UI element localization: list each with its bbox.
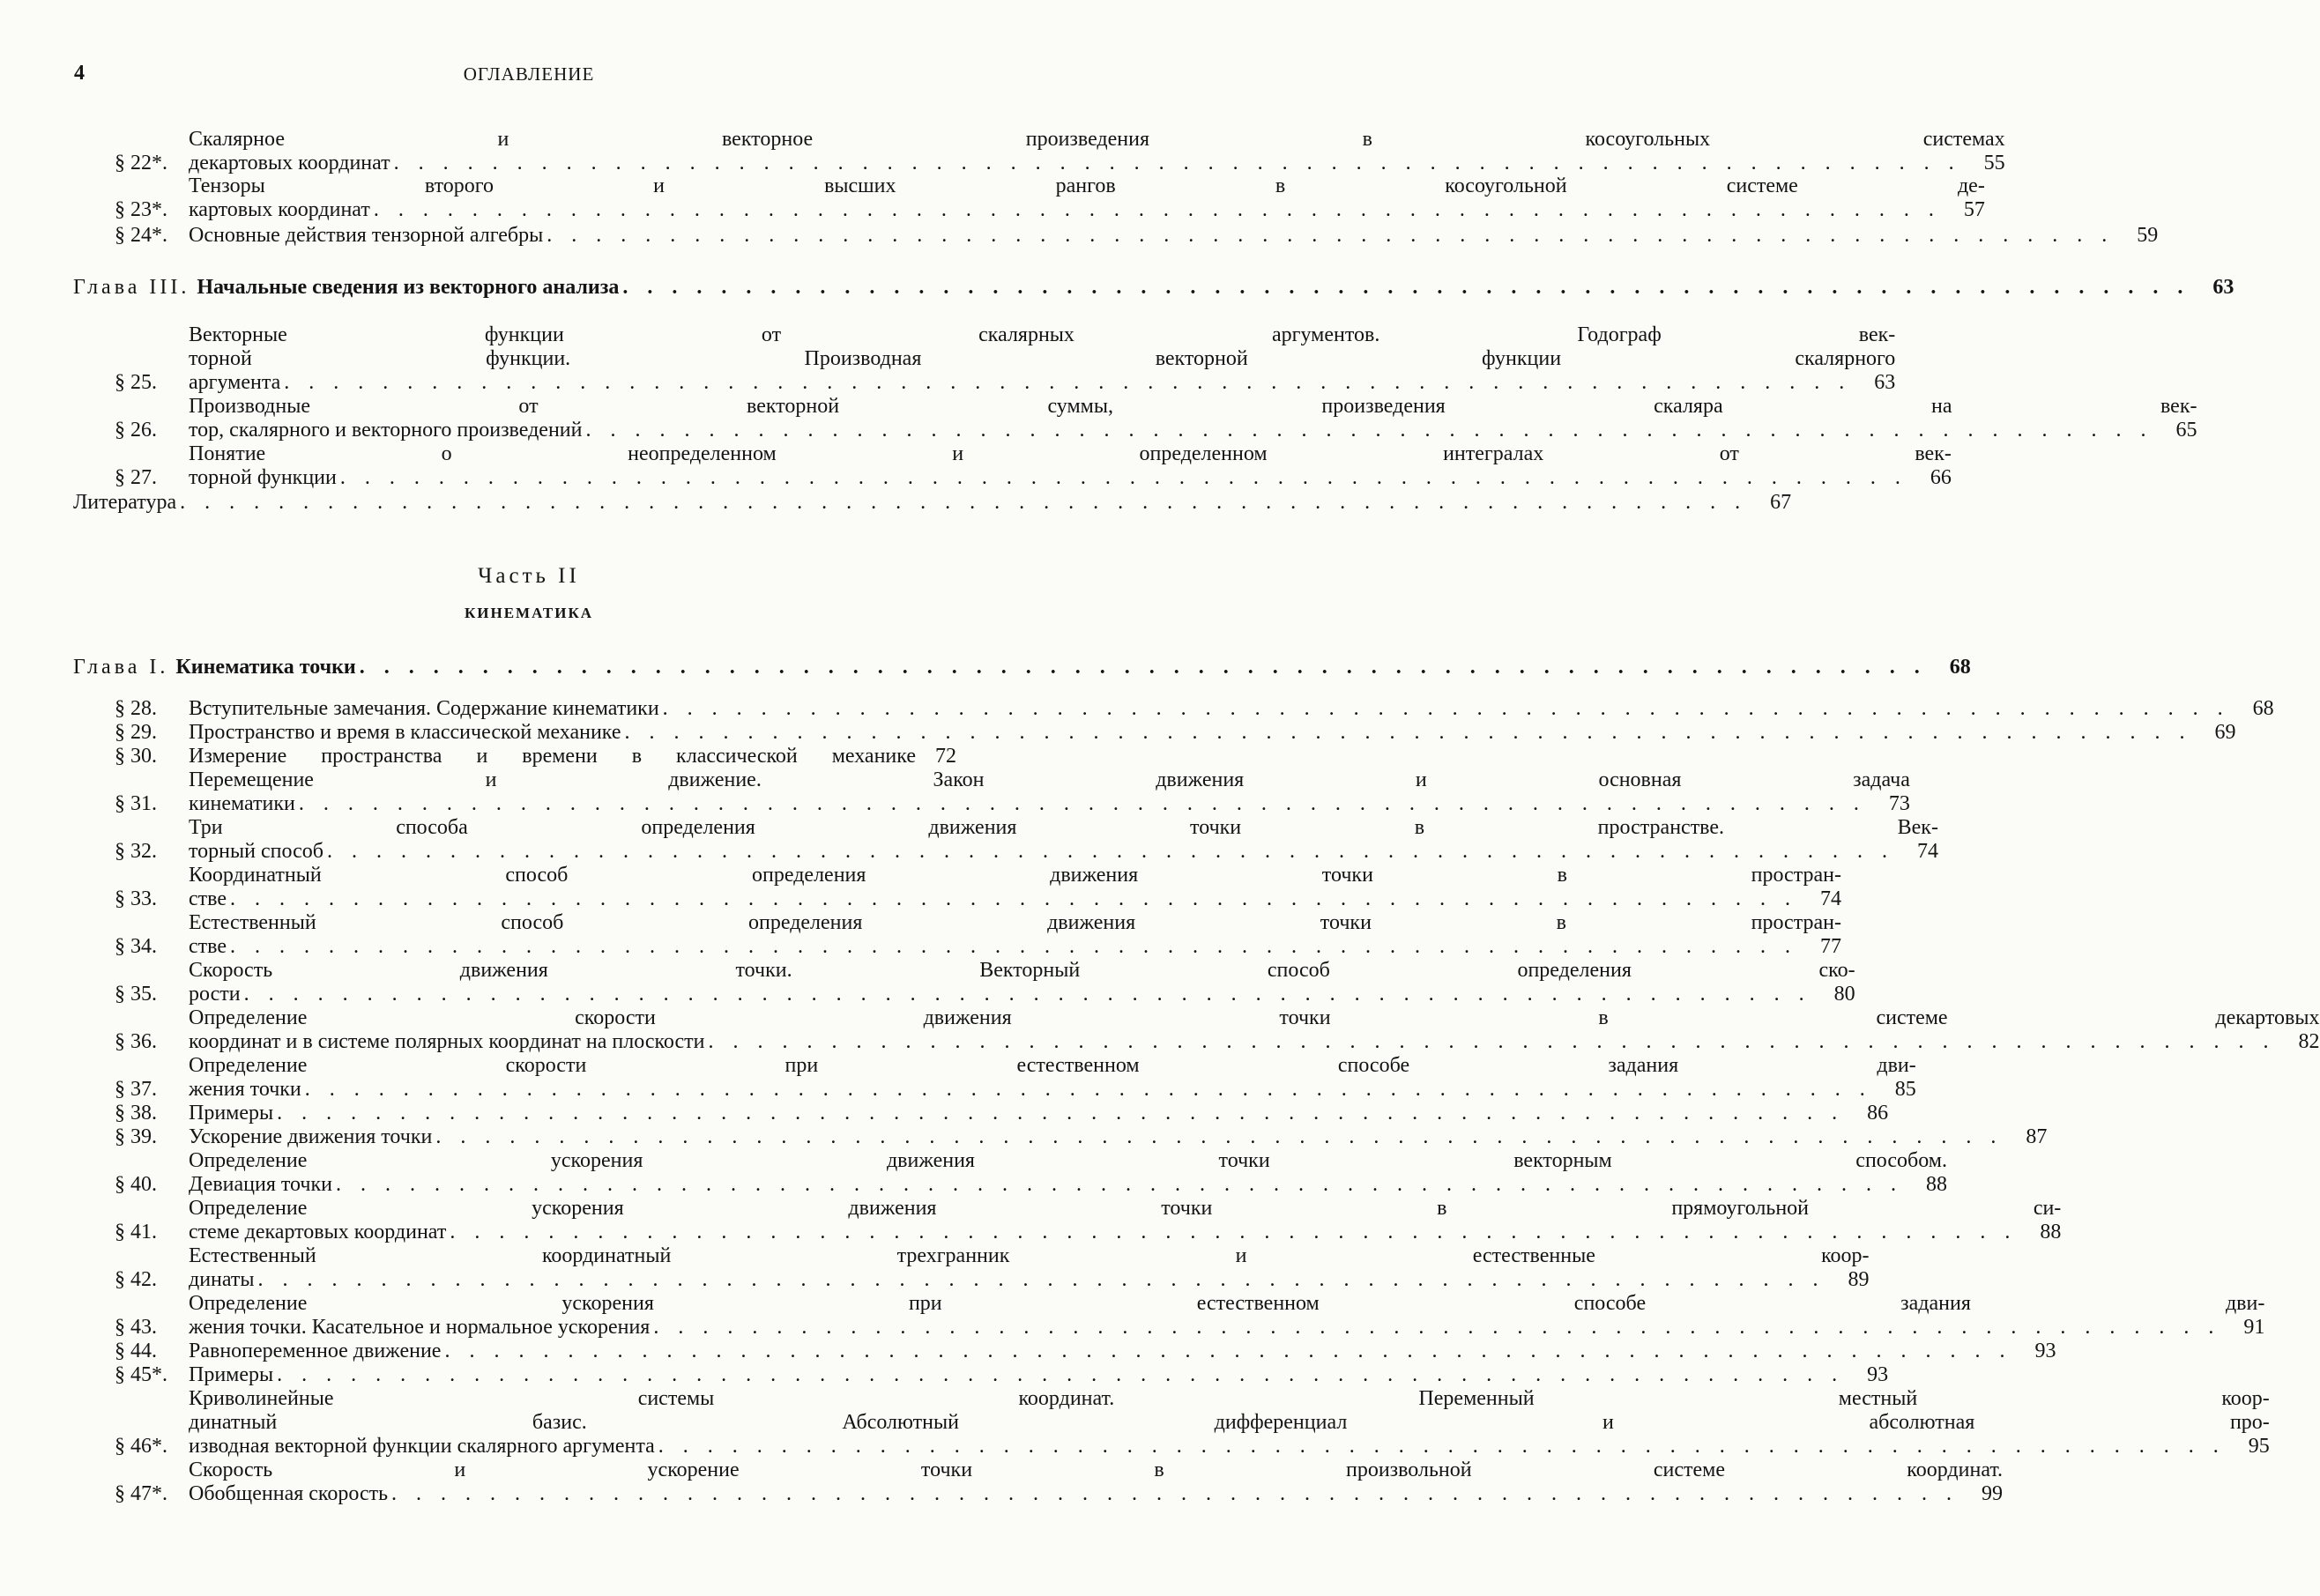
dot-leader xyxy=(658,1435,2226,1459)
entry-title-last: жения точки. Касательное и нормальное ускорения xyxy=(189,1316,651,1339)
dot-leader xyxy=(435,1125,2003,1149)
toc-entry-36 xyxy=(115,1006,2320,1054)
toc-entry-33 xyxy=(115,864,1841,911)
section-number: § 39. xyxy=(115,1125,157,1148)
page-number: 4 xyxy=(74,62,85,85)
page-ref: 59 xyxy=(2137,224,2159,247)
entry-title-last: Вступительные замечания. Содержание кинематики xyxy=(189,697,659,720)
dot-leader xyxy=(547,224,2114,248)
toc-entry-30 xyxy=(115,745,956,768)
page-ref: 86 xyxy=(1867,1102,1889,1125)
chapter-label: Глава I. xyxy=(73,656,169,679)
chapter-entry-1 xyxy=(73,656,1971,679)
section-number: § 26. xyxy=(115,419,157,442)
page-ref: 93 xyxy=(1867,1363,1889,1386)
entry-title-line: Естественный координатный трехгранник и естественные коор- xyxy=(189,1244,1870,1267)
entry-title-last: кинематики xyxy=(189,792,295,815)
entry-title-last: динаты xyxy=(189,1268,255,1291)
entry-title-line: Производные от векторной суммы, произведения скаляра на век- xyxy=(189,395,2197,418)
toc-entry-37 xyxy=(115,1054,1916,1102)
toc-entry-32 xyxy=(115,816,1938,864)
page-ref: 88 xyxy=(1926,1173,1947,1196)
dot-leader xyxy=(653,1316,2220,1340)
dot-leader xyxy=(625,721,2192,745)
part-subtitle: КИНЕМАТИКА xyxy=(464,605,594,621)
entry-title-line: Тензоры второго и высших рангов в косоугольной системе де- xyxy=(189,174,1985,197)
section-number: § 22*. xyxy=(115,152,167,174)
running-title: ОГЛАВЛЕНИЕ xyxy=(463,63,595,85)
entry-title-line: Скорость движения точки. Векторный способ определения ско- xyxy=(189,959,1855,982)
section-number: § 23*. xyxy=(115,198,167,221)
toc-entry-29 xyxy=(115,721,2236,745)
section-number: § 33. xyxy=(115,887,157,910)
toc-entry-26 xyxy=(115,395,2197,442)
entry-title-last: стве xyxy=(189,887,227,910)
toc-entry-literature xyxy=(73,491,1792,515)
chapter-entry-3 xyxy=(73,276,2234,300)
entry-title-last: рости xyxy=(189,983,241,1006)
dot-leader xyxy=(258,1268,1826,1292)
dot-leader xyxy=(284,371,1851,395)
dot-leader xyxy=(622,276,2190,300)
entry-title-last: тор, скалярного и векторного произведений xyxy=(189,419,583,442)
page-ref: 99 xyxy=(1982,1482,2004,1505)
chapter-title: Начальные сведения из векторного анализа xyxy=(197,276,620,299)
page-ref: 93 xyxy=(2034,1340,2056,1362)
page-header xyxy=(0,62,1058,88)
toc-entry-35 xyxy=(115,959,1855,1006)
entry-title-last: жения точки xyxy=(189,1078,301,1101)
entry-title-last: стеме декартовых координат xyxy=(189,1221,447,1243)
toc-entry-43 xyxy=(115,1292,2265,1340)
entry-title-line: Скалярное и векторное произведения в косоугольных системах xyxy=(189,128,2005,151)
entry-title-last: торный способ xyxy=(189,840,323,863)
dot-leader xyxy=(360,656,1927,679)
section-number: § 25. xyxy=(115,371,157,394)
toc-entry-22 xyxy=(115,128,2005,175)
entry-title-line: Векторные функции от скалярных аргументов. Годограф век- xyxy=(189,323,1896,346)
entry-title-line: Определение ускорения при естественном способе задания дви- xyxy=(189,1292,2265,1315)
dot-leader xyxy=(374,198,1941,222)
dot-leader xyxy=(327,840,1894,864)
page-ref: 66 xyxy=(1930,466,1952,489)
dot-leader xyxy=(230,887,1797,911)
section-number: § 29. xyxy=(115,721,157,744)
entry-title-line: Определение ускорения движения точки в прямоугольной си- xyxy=(189,1197,2062,1220)
section-number: § 30. xyxy=(115,745,157,768)
page-ref: 82 xyxy=(2298,1030,2320,1053)
entry-title-line: Криволинейные системы координат. Переменный местный коор- xyxy=(189,1387,2270,1410)
section-number: § 47*. xyxy=(115,1482,167,1505)
dot-leader xyxy=(305,1078,1872,1102)
toc-entry-23 xyxy=(115,174,1985,222)
section-number: § 45*. xyxy=(115,1363,167,1386)
toc-entry-44 xyxy=(115,1340,2056,1363)
page-ref: 85 xyxy=(1894,1078,1916,1101)
dot-leader xyxy=(277,1363,1844,1387)
entry-title-last: торной функции xyxy=(189,466,337,489)
toc-entry-40 xyxy=(115,1149,1947,1197)
section-number: § 42. xyxy=(115,1268,157,1291)
entry-title-last: Основные действия тензорной алгебры xyxy=(189,224,544,247)
toc-entry-27 xyxy=(115,442,1952,490)
page-ref: 55 xyxy=(1983,152,2005,174)
page-ref: 74 xyxy=(1916,840,1938,863)
page-ref: 89 xyxy=(1848,1268,1870,1291)
section-number: § 35. xyxy=(115,983,157,1006)
entry-title-last: Измерение пространства и времени в классической механике xyxy=(189,745,916,768)
toc-entry-25 xyxy=(115,323,1896,395)
entry-title-last: Девиация точки xyxy=(189,1173,332,1196)
page-ref: 68 xyxy=(2252,697,2274,720)
entry-title-line: Естественный способ определения движения точки в простран- xyxy=(189,911,1841,934)
dot-leader xyxy=(394,152,1961,175)
dot-leader xyxy=(340,466,1907,490)
entry-title-last: Обобщенная скорость xyxy=(189,1482,389,1505)
toc-entry-47 xyxy=(115,1459,2004,1506)
toc-entry-45 xyxy=(115,1363,1889,1387)
toc-entry-46 xyxy=(115,1387,2270,1459)
page-ref: 72 xyxy=(935,745,956,768)
section-number: § 37. xyxy=(115,1078,157,1101)
dot-leader xyxy=(663,697,2230,721)
page-ref: 88 xyxy=(2040,1221,2062,1243)
section-number: § 43. xyxy=(115,1316,157,1339)
section-number: § 41. xyxy=(115,1221,157,1243)
entry-title-line: Определение ускорения движения точки векторным способом. xyxy=(189,1149,1947,1172)
entry-title-line: Перемещение и движение. Закон движения и основная задача xyxy=(189,768,1910,791)
page-ref: 69 xyxy=(2214,721,2236,744)
page-ref: 63 xyxy=(2212,276,2234,299)
section-number: § 32. xyxy=(115,840,157,863)
page-ref: 95 xyxy=(2248,1435,2270,1458)
page-ref: 73 xyxy=(1888,792,1910,815)
page-ref: 87 xyxy=(2026,1125,2048,1148)
dot-leader xyxy=(450,1221,2017,1244)
entry-title-line: Скорость и ускорение точки в произвольной системе координат. xyxy=(189,1459,2004,1481)
entry-title-last: Ускорение движения точки xyxy=(189,1125,433,1148)
entry-title-last: декартовых координат xyxy=(189,152,390,174)
entry-title-last: стве xyxy=(189,935,227,958)
entry-title-last: аргумента xyxy=(189,371,281,394)
entry-title-line: Определение скорости при естественном способе задания дви- xyxy=(189,1054,1916,1077)
part-title: Часть II xyxy=(478,564,580,588)
toc-entry-41 xyxy=(115,1197,2062,1244)
entry-title-line: Понятие о неопределенном и определенном интегралах от век- xyxy=(189,442,1952,465)
dot-leader xyxy=(277,1102,1844,1125)
entry-title-last: Равнопеременное движение xyxy=(189,1340,442,1362)
page-ref: 68 xyxy=(1949,656,1971,679)
dot-leader xyxy=(585,419,2153,442)
entry-title-line: Определение скорости движения точки в системе декартовых xyxy=(189,1006,2320,1029)
entry-title-line: динатный базис. Абсолютный дифференциал и абсолютная про- xyxy=(189,1411,2270,1434)
toc-entry-28 xyxy=(115,697,2274,721)
toc-entry-24 xyxy=(115,224,2159,248)
page-ref: 63 xyxy=(1874,371,1896,394)
section-number: § 24*. xyxy=(115,224,167,247)
section-number: § 36. xyxy=(115,1030,157,1053)
page-ref: 77 xyxy=(1819,935,1841,958)
page-ref: 57 xyxy=(1963,198,1985,221)
dot-leader xyxy=(299,792,1866,816)
section-number: § 46*. xyxy=(115,1435,167,1458)
toc-entry-39 xyxy=(115,1125,2048,1149)
toc-entry-42 xyxy=(115,1244,1870,1292)
entry-title-last: Примеры xyxy=(189,1102,274,1125)
entry-title-line: торной функции. Производная векторной функции скалярного xyxy=(189,347,1896,370)
page-ref: 65 xyxy=(2175,419,2197,442)
dot-leader xyxy=(180,491,1747,515)
dot-leader xyxy=(244,983,1811,1006)
section-number: § 31. xyxy=(115,792,157,815)
dot-leader xyxy=(709,1030,2276,1054)
toc-entry-38 xyxy=(115,1102,1889,1125)
page-ref: 91 xyxy=(2243,1316,2265,1339)
dot-leader xyxy=(391,1482,1959,1506)
entry-title-last: координат и в системе полярных координат на плоскости xyxy=(189,1030,705,1053)
entry-title-last: картовых координат xyxy=(189,198,370,221)
page-ref: 80 xyxy=(1833,983,1855,1006)
toc-entry-34 xyxy=(115,911,1841,959)
section-number: § 44. xyxy=(115,1340,157,1362)
entry-title-last: Литература xyxy=(73,491,177,514)
section-number: § 40. xyxy=(115,1173,157,1196)
dot-leader xyxy=(230,935,1797,959)
section-number: § 34. xyxy=(115,935,157,958)
section-number: § 38. xyxy=(115,1102,157,1125)
page-ref: 74 xyxy=(1819,887,1841,910)
section-number: § 28. xyxy=(115,697,157,720)
dot-leader xyxy=(336,1173,1903,1197)
section-number: § 27. xyxy=(115,466,157,489)
entry-title-line: Координатный способ определения движения точки в простран- xyxy=(189,864,1841,887)
dot-leader xyxy=(444,1340,2011,1363)
entry-title-last: Пространство и время в классической механике xyxy=(189,721,621,744)
entry-title-line: Три способа определения движения точки в пространстве. Век- xyxy=(189,816,1938,839)
page-ref: 67 xyxy=(1770,491,1792,514)
entry-title-last: Примеры xyxy=(189,1363,274,1386)
chapter-label: Глава III. xyxy=(73,276,190,299)
entry-title-last: изводная векторной функции скалярного аргумента xyxy=(189,1435,655,1458)
toc-entry-31 xyxy=(115,768,1910,816)
chapter-title: Кинематика точки xyxy=(175,656,356,679)
